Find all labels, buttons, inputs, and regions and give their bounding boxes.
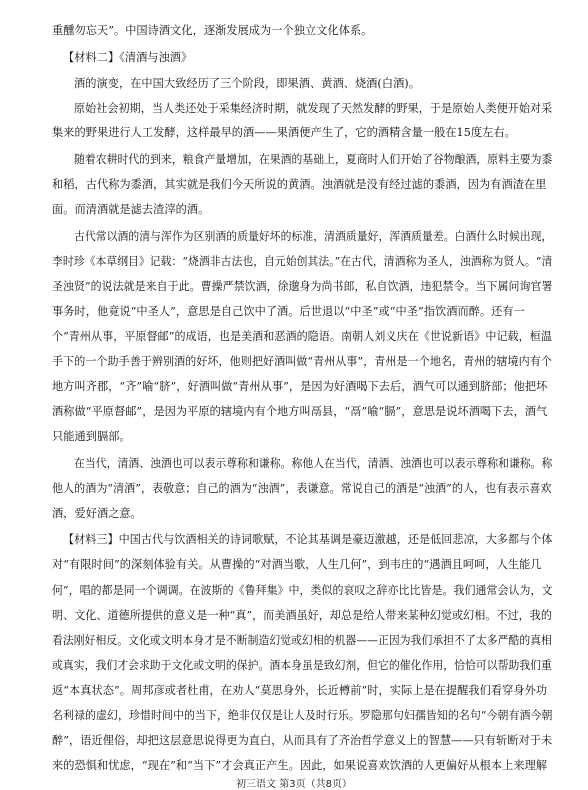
text-line: 地方叫齐郡，“齐”喻“脐”，好酒叫做“青州从事”，是因为好酒喝下去后，酒气可以通到脐部；他把坏 bbox=[52, 380, 548, 393]
text-line: 看法刚好相反。文化或文明本身才是不断制造幻觉或幻相的机器——正因为我们承担不了太多严酷的真相 bbox=[52, 634, 552, 647]
text-line: 何”，唱的都是同一个调调。在波斯的《鲁拜集》中，类似的哀叹之辞亦比比皆是。我们通常会认为，文 bbox=[52, 584, 553, 597]
text-line: 集来的野果进行人工发酵，这样最早的酒——果酒便产生了，它的酒精含量一般在15度左右。 bbox=[52, 126, 516, 139]
text-line: 他人的酒为“清酒”，表敬意；自己的酒为“浊酒”，表谦意。常说自己的酒是“浊酒”的人，也有表示喜欢 bbox=[52, 482, 552, 495]
text-line: 醉”，语近俚俗，却把这层意思说得更为直白，从而具有了齐治哲学意义上的智慧——只有斩断对于未 bbox=[52, 734, 553, 747]
text-line: 名利禄的虚幻，珍惜时间中的当下，绝非仅仅是让人及时行乐。罗隐那句妇孺皆知的名句“今朝有酒今朝 bbox=[52, 709, 553, 722]
text-line: 随着农耕时代的到来，粮食产量增加，在果酒的基础上，夏商时人们开始了谷物酿酒，原料主要为黍 bbox=[74, 153, 553, 166]
text-line: 原始社会初期，当人类还处于采集经济时期，就发现了天然发酵的野果，于是原始人类便开始对采 bbox=[74, 102, 553, 115]
text-line: 李时珍《本草纲目》记载：“烧酒非古法也，自元始创其法。”在古代，清酒称为圣人，浊酒称为贤人。“清 bbox=[52, 255, 553, 268]
text-line: 古代常以酒的清与浑作为区别酒的质量好坏的标准，清酒质量好，浑酒质量差。白酒什么时候出现， bbox=[74, 230, 553, 243]
text-line: 明、文化、道德所提供的意义是一种“真”，而美酒虽好，却总是给人带来某种幻觉或幻相。不过，我的 bbox=[52, 609, 552, 622]
text-line: 酒称做“平原督邮”，是因为平原的辖境内有个地方叫鬲县，“鬲”喻“膈”，意思是说坏酒喝下去，酒气 bbox=[52, 405, 548, 418]
text-line: 圣浊贤”的说法就是来自于此。曹操严禁饮酒，徐邈身为尚书郎，私自饮酒，违犯禁令。当下属问询官署 bbox=[52, 280, 553, 293]
section-heading: 【材料三】中国古代与饮酒相关的诗词歌赋，不论其基调是豪迈激越，还是低回悲凉，大多都与个体 bbox=[63, 533, 553, 546]
text-line: 和稻，古代称为黍酒，其实就是我们今天所说的黄酒。浊酒就是没有经过滤的黍酒，因为有酒渣在里 bbox=[52, 178, 547, 191]
section-heading: 【材料二】《清酒与浊酒》 bbox=[63, 51, 193, 64]
page-footer: 初三语文 第3页（共8页） bbox=[236, 779, 352, 790]
text-line: 只能通到膈部。 bbox=[52, 430, 131, 443]
text-line: 个“青州从事，平原督邮”的成语，也是美酒和恶酒的隐语。南朝人刘义庆在《世说新语》中记载，桓温 bbox=[52, 330, 552, 343]
text-line: 酒，爱好酒之意。 bbox=[52, 507, 142, 520]
text-line: 手下的一个助手善于辨别酒的好坏，他则把好酒叫做“青州从事”，青州是一个地名，青州的辖境内有个 bbox=[52, 355, 552, 368]
text-line: 返“本真状态”。周邦彦或者杜甫，在劝人“莫思身外，长近樽前”时，实际上是在提醒我们看穿身外功 bbox=[52, 684, 548, 697]
text-line: 对“有限时间”的深刻体验有关。从曹操的“对酒当歌，人生几何”，到韦庄的“遇酒且呵呵，人生能几 bbox=[52, 558, 542, 571]
text-line: 重醺勿忘天”。中国诗酒文化，逐渐发展成为一个独立文化体系。 bbox=[52, 24, 373, 37]
text-line: 来的恐惧和忧虑，“现在”和“当下”才会真正产生。因此，如果说喜欢饮酒的人更偏好从根本上来理解 bbox=[52, 759, 548, 772]
text-line: 或真实，我们才会求助于文化或文明的保护。酒本身虽是致幻剂，但它的催化作用，恰恰可以帮助我们重 bbox=[52, 659, 552, 672]
text-line: 面。而清酒就是滤去渣滓的酒。 bbox=[52, 203, 210, 216]
text-line: 在当代，清酒、浊酒也可以表示尊称和谦称。称他人在当代，清酒、浊酒也可以表示尊称和谦称。称 bbox=[74, 457, 553, 470]
text-line: 事务时，他竟说“中圣人”，意思是自己饮中了酒。后世退以“中圣”或“中圣”指饮酒而醉。还有一 bbox=[52, 305, 525, 318]
text-line: 酒的演变，在中国大致经历了三个阶段，即果酒、黄酒、烧酒(白酒)。 bbox=[74, 77, 420, 90]
